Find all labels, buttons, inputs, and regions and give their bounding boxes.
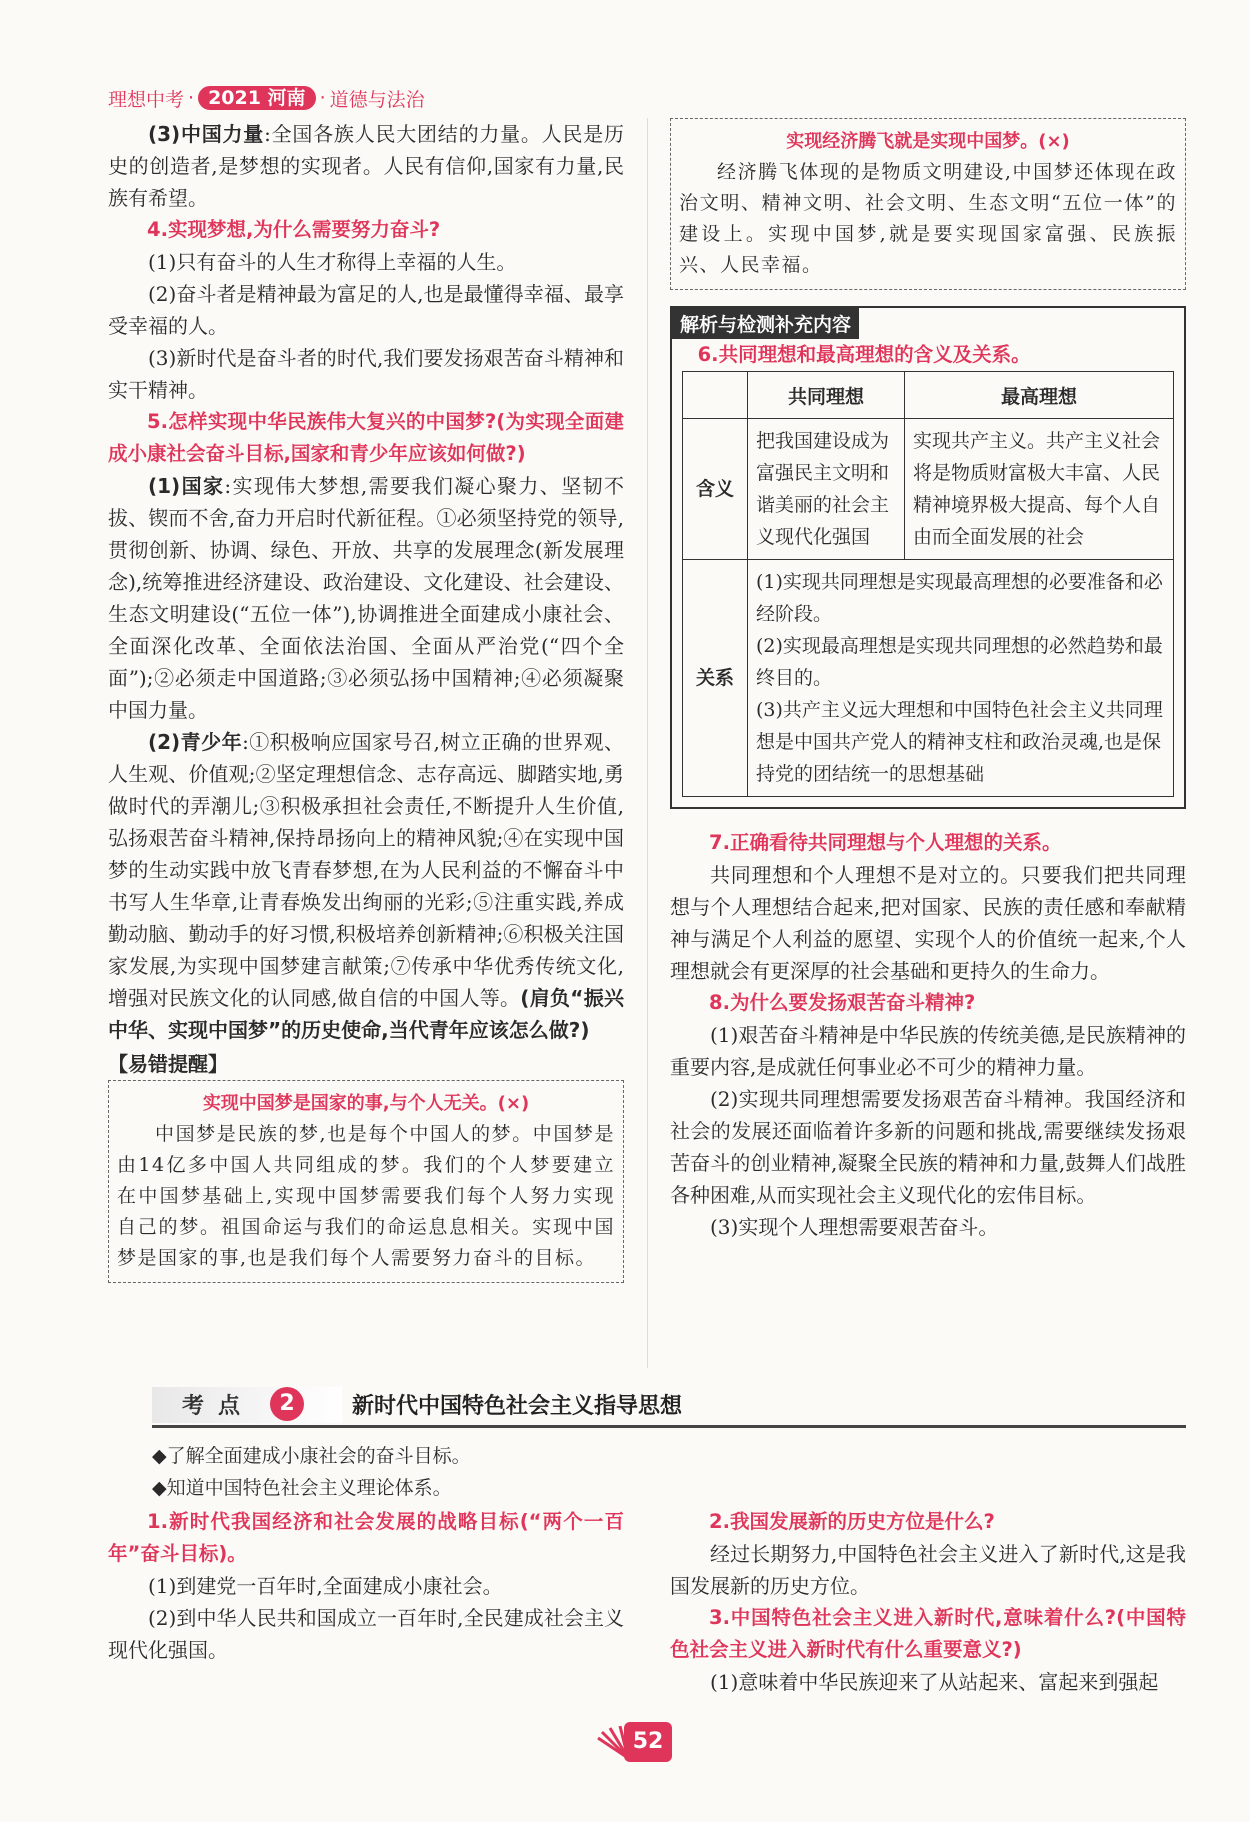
question-5: 5.怎样实现中华民族伟大复兴的中国梦?(为实现全面建成小康社会奋斗目标,国家和青少年应该如何做?) [108, 410, 624, 465]
table-header-row [683, 372, 1174, 419]
page-number: 52 [596, 1722, 680, 1762]
subject-label: 道德与法治 [329, 88, 425, 111]
answer-4-1: (1)只有奋斗的人生才称得上幸福的人生。 [148, 250, 517, 274]
question-b2: 2.我国发展新的历史方位是什么? [709, 1510, 995, 1533]
answer-b3: (1)意味着中华民族迎来了从站起来、富起来到强起 [710, 1670, 1159, 1694]
cell-common-meaning: 把我国建设成为富强民主文明和谐美丽的社会主义现代化强国 [748, 419, 905, 560]
tip2-body: 经济腾飞体现的是物质文明建设,中国梦还体现在政治文明、精神文明、社会文明、生态文明“五位一体”的建设上。实现中国梦,就是要实现国家富强、民族振兴、人民幸福。 [679, 161, 1177, 276]
question-4: 4.实现梦想,为什么需要努力奋斗? [147, 218, 441, 241]
table-row [683, 419, 1174, 560]
exam-point-header [152, 1387, 1186, 1427]
exam-point-label: 考点 [182, 1394, 255, 1419]
exam-point-rule [152, 1425, 1186, 1428]
bottom-left-column [108, 1506, 624, 1666]
tip-label: 【易错提醒】 [108, 1052, 228, 1076]
answer-b1-2: (2)到中华人民共和国成立一百年时,全民建成社会主义现代化强国。 [108, 1606, 624, 1662]
tip-body: 中国梦是民族的梦,也是每个中国人的梦。中国梦是由14亿多中国人共同组成的梦。我们的个人梦要建立在中国梦基础上,实现中国梦需要我们每个人努力实现自己的梦。祖国命运与我们的命运息息相关。实现中国梦是国家的事,也是我们每个人需要努力奋斗的目标。 [117, 1123, 615, 1269]
objective-item: ◆知道中国特色社会主义理论体系。 [152, 1477, 452, 1499]
question-6: 6.共同理想和最高理想的含义及关系。 [697, 343, 1031, 366]
question-7: 7.正确看待共同理想与个人理想的关系。 [709, 831, 1062, 854]
brand-label: 理想中考 [108, 88, 185, 111]
answer-5-youth: (2)青少年:①积极响应国家号召,树立正确的世界观、人生观、价值观;②坚定理想信念、志存高远、脚踏实地,勇做时代的弄潮儿;③积极承担社会责任,不断提升人生价值,弘扬艰苦奋斗精神,保持昂扬向上的精神风貌;④在实现中国梦的生动实践中放飞青春梦想,在为人民利益的不懈奋斗中书写人生华章,让青春焕发出绚丽的光彩;⑤注重实践,养成勤动脑、勤动手的好习惯,积极培养创新精神;⑥积极关注国家发展,为实现中国梦建言献策;⑦传承中华优秀传统文化,增强对民族文化的认同感,做自信的中国人等。(肩负“振兴中华、实现中国梦”的历史使命,当代青年应该怎么做?) [108, 730, 624, 1042]
objectives-list [152, 1440, 1182, 1504]
cell-relation: (1)实现共同理想是实现最高理想的必要准备和必经阶段。 (2)实现最高理想是实现共同理想的必然趋势和最终目的。 (3)共产主义远大理想和中国特色社会主义共同理想是中国共产党人的精神支柱和政治灵魂,也是保持党的团结统一的思想基础 [748, 560, 1174, 797]
answer-b2: 经过长期努力,中国特色社会主义进入了新时代,这是我国发展新的历史方位。 [670, 1542, 1186, 1598]
tip-box-right [670, 118, 1186, 290]
table-row [683, 560, 1174, 797]
row-head-meaning: 含义 [683, 419, 748, 560]
answer-4-3: (3)新时代是奋斗者的时代,我们要发扬艰苦奋斗精神和实干精神。 [108, 346, 624, 402]
row-head-relation: 关系 [683, 560, 748, 797]
question-8: 8.为什么要发扬艰苦奋斗精神? [709, 991, 976, 1014]
right-column [670, 118, 1186, 1243]
col-common-ideal: 共同理想 [748, 372, 905, 419]
answer-8-3: (3)实现个人理想需要艰苦奋斗。 [710, 1215, 999, 1239]
answer-8-1: (1)艰苦奋斗精神是中华民族的传统美德,是民族精神的重要内容,是成就任何事业必不可少的精神力量。 [670, 1023, 1186, 1079]
supplement-tag: 解析与检测补充内容 [672, 308, 859, 339]
answer-b1-1: (1)到建党一百年时,全面建成小康社会。 [148, 1574, 503, 1598]
cell-highest-meaning: 实现共产主义。共产主义社会将是物质财富极大丰富、人民精神境界极大提高、每个人自由而全面发展的社会 [904, 419, 1173, 560]
objective-item: ◆了解全面建成小康社会的奋斗目标。 [152, 1445, 471, 1467]
running-header: 理想中考 · 2021 河南 · 道德与法治 [108, 84, 425, 112]
tip2-title: 实现经济腾飞就是实现中国梦。(×) [786, 131, 1070, 152]
col-highest-ideal: 最高理想 [904, 372, 1173, 419]
tip-title: 实现中国梦是国家的事,与个人无关。(×) [202, 1093, 530, 1114]
supplement-section [670, 306, 1186, 809]
column-divider [647, 118, 648, 1368]
exam-point-number: 2 [270, 1387, 304, 1421]
answer-5-country: (1)国家:实现伟大梦想,需要我们凝心聚力、坚韧不拔、锲而不舍,奋力开启时代新征程。①必须坚持党的领导,贯彻创新、协调、绿色、开放、共享的发展理念(新发展理念),统筹推进经济建设、政治建设、文化建设、社会建设、生态文明建设(“五位一体”),协调推进全面建成小康社会、全面深化改革、全面依法治国、全面从严治党(“四个全面”);②必须走中国道路;③必须弘扬中国精神;④必须凝聚中国力量。 [108, 474, 624, 722]
bottom-right-column [670, 1506, 1186, 1698]
paragraph-china-power: (3)中国力量:全国各族人民大团结的力量。人民是历史的创造者,是梦想的实现者。人民有信仰,国家有力量,民族有希望。 [108, 122, 624, 210]
left-column [108, 118, 624, 1283]
answer-4-2: (2)奋斗者是精神最为富足的人,也是最懂得幸福、最享受幸福的人。 [108, 282, 624, 338]
answer-7: 共同理想和个人理想不是对立的。只要我们把共同理想与个人理想结合起来,把对国家、民族的责任感和奉献精神与满足个人利益的愿望、实现个人的价值统一起来,个人理想就会有更深厚的社会基础和更持久的生命力。 [670, 863, 1186, 983]
exam-point-title: 新时代中国特色社会主义指导思想 [352, 1394, 683, 1419]
question-b1: 1.新时代我国经济和社会发展的战略目标(“两个一百年”奋斗目标)。 [108, 1510, 624, 1565]
question-b3: 3.中国特色社会主义进入新时代,意味着什么?(中国特色社会主义进入新时代有什么重要意义?) [670, 1606, 1186, 1661]
answer-8-2: (2)实现共同理想需要发扬艰苦奋斗精神。我国经济和社会的发展还面临着许多新的问题和挑战,需要继续发扬艰苦奋斗的创业精神,凝聚全民族的精神和力量,鼓舞人们战胜各种困难,从而实现社会主义现代化的宏伟目标。 [670, 1087, 1186, 1207]
tip-box-left [108, 1080, 624, 1283]
ideal-comparison-table [682, 371, 1174, 797]
year-region-badge: 2021 河南 [198, 86, 316, 110]
